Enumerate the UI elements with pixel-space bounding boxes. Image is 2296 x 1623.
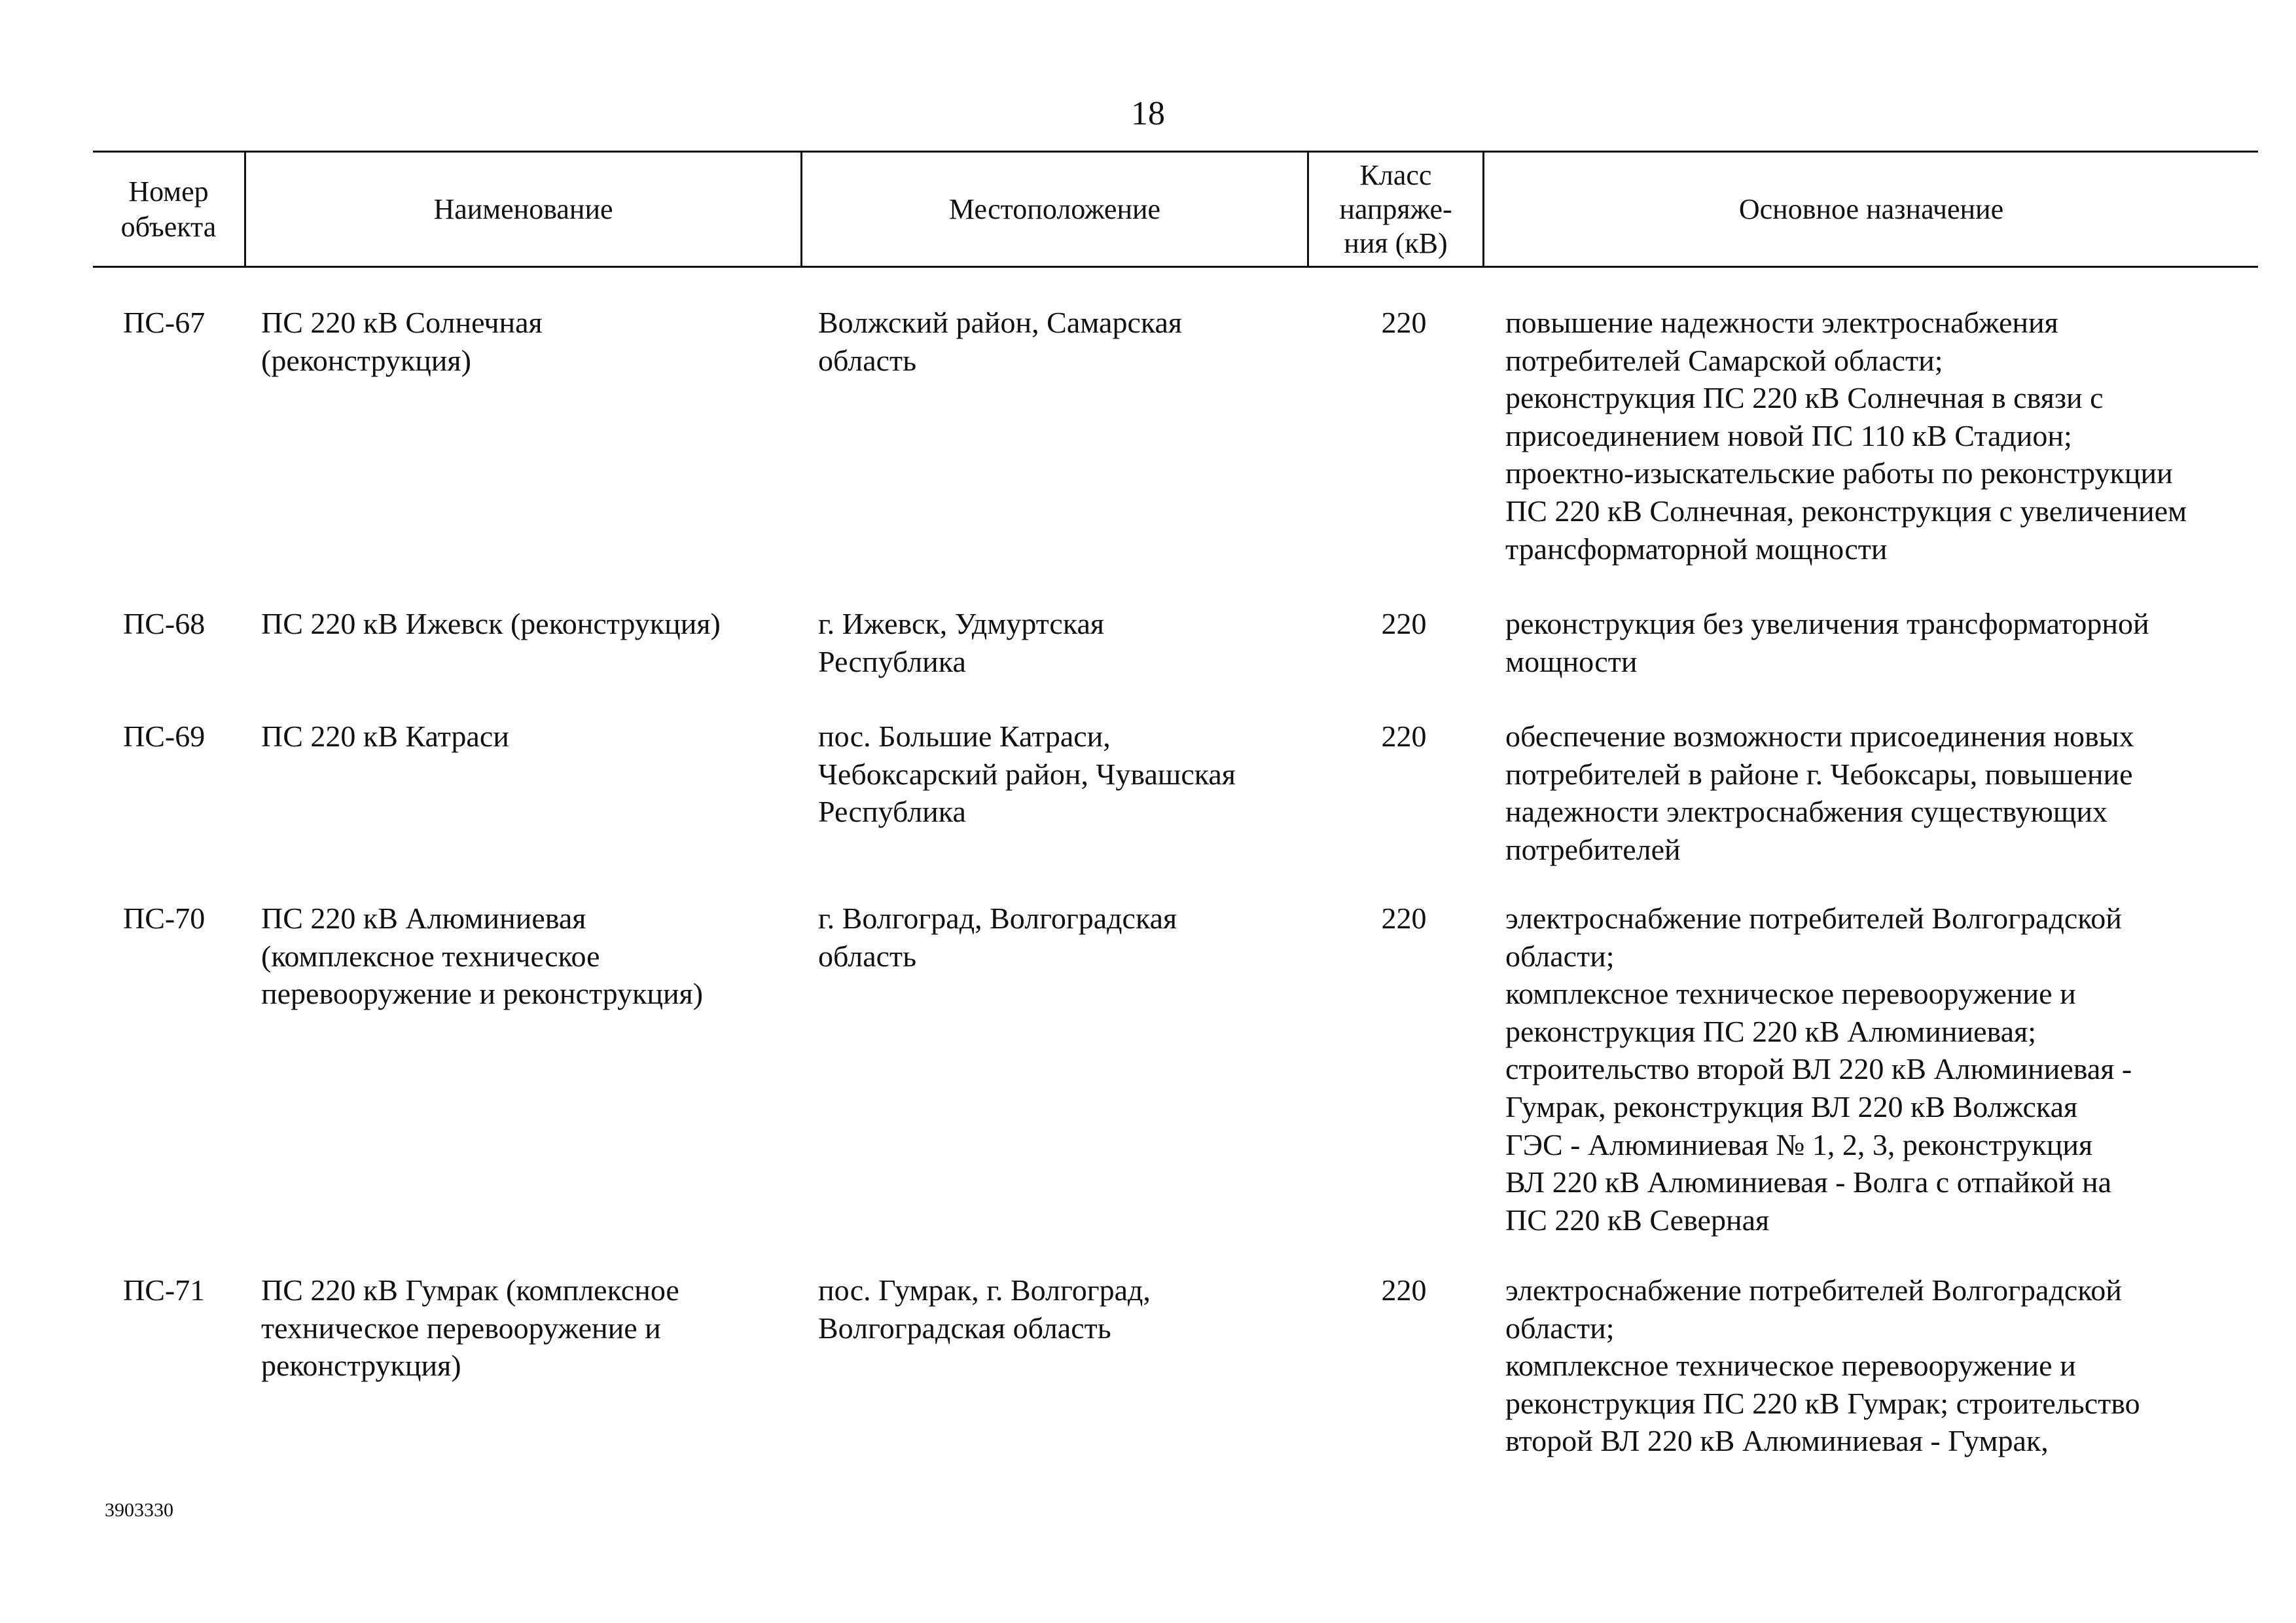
text-line: повышение надежности электроснабжения bbox=[1505, 306, 2058, 339]
header-line: объекта bbox=[120, 211, 217, 243]
text-line: реконструкция ПС 220 кВ Солнечная в связи с bbox=[1505, 381, 2104, 415]
header-location bbox=[802, 152, 1307, 267]
text-line: комплексное техническое перевооружение и bbox=[1505, 977, 2076, 1011]
header-line: Основное назначение bbox=[1738, 193, 2004, 225]
row-object-number: ПС-68 bbox=[123, 607, 206, 640]
row-name bbox=[261, 1271, 804, 1385]
text-line: Республика bbox=[818, 795, 966, 829]
row-name bbox=[261, 900, 804, 1013]
text-line: надежности электроснабжения существующих bbox=[1505, 795, 2108, 829]
header-line: ния (кВ) bbox=[1344, 227, 1448, 259]
row-name bbox=[261, 718, 804, 756]
text-line: реконструкция) bbox=[261, 1349, 461, 1383]
text-line: пос. Гумрак, г. Волгоград, bbox=[818, 1273, 1151, 1307]
text-line: электроснабжение потребителей Волгоградской bbox=[1505, 1273, 2122, 1307]
text-line: ПС 220 кВ Гумрак (комплексное bbox=[261, 1273, 679, 1307]
row-object-number: ПС-69 bbox=[123, 720, 206, 753]
text-line: реконструкция ПС 220 кВ Алюминиевая; bbox=[1505, 1014, 2036, 1048]
row-location bbox=[818, 718, 1329, 831]
row-purpose bbox=[1505, 1271, 2284, 1460]
text-line: потребителей в районе г. Чебоксары, повышение bbox=[1505, 757, 2133, 791]
text-line: строительство второй ВЛ 220 кВ Алюминиевая - bbox=[1505, 1052, 2132, 1086]
row-purpose bbox=[1505, 304, 2284, 568]
header-line: Номер bbox=[128, 175, 209, 208]
header-voltage-class bbox=[1309, 152, 1482, 267]
header-name bbox=[246, 152, 800, 267]
row-location bbox=[818, 304, 1329, 379]
text-line: ПС 220 кВ Катраси bbox=[261, 720, 509, 753]
text-line: Гумрак, реконструкция ВЛ 220 кВ Волжская bbox=[1505, 1089, 2078, 1123]
header-object-number bbox=[93, 152, 244, 267]
text-line: потребителей bbox=[1505, 832, 1681, 866]
text-line: реконструкция ПС 220 кВ Гумрак; строительство bbox=[1505, 1386, 2140, 1420]
row-voltage: 220 bbox=[1381, 902, 1427, 935]
row-object-number: ПС-70 bbox=[123, 902, 206, 935]
page-number: 18 bbox=[1131, 95, 1165, 132]
text-line: область bbox=[818, 939, 917, 973]
text-line: ПС 220 кВ Алюминиевая bbox=[261, 902, 586, 935]
text-line: ПС 220 кВ Солнечная bbox=[261, 306, 543, 339]
text-line: второй ВЛ 220 кВ Алюминиевая - Гумрак, bbox=[1505, 1424, 2049, 1458]
row-location bbox=[818, 1271, 1329, 1347]
text-line: перевооружение и реконструкция) bbox=[261, 977, 704, 1011]
text-line: реконструкция без увеличения трансформаторной bbox=[1505, 607, 2149, 640]
row-object-number: ПС-67 bbox=[123, 306, 206, 339]
text-line: трансформаторной мощности bbox=[1505, 532, 1888, 566]
text-line: потребителей Самарской области; bbox=[1505, 343, 1943, 377]
text-line: ВЛ 220 кВ Алюминиевая - Волга с отпайкой на bbox=[1505, 1165, 2112, 1199]
document-id: 3903330 bbox=[105, 1499, 173, 1521]
text-line: (комплексное техническое bbox=[261, 939, 600, 973]
text-line: Волгоградская область bbox=[818, 1311, 1111, 1345]
text-line: ГЭС - Алюминиевая № 1, 2, 3, реконструкция bbox=[1505, 1127, 2093, 1161]
text-line: (реконструкция) bbox=[261, 343, 471, 377]
header-purpose bbox=[1484, 152, 2258, 267]
header-line: Класс bbox=[1359, 159, 1432, 191]
text-line: область bbox=[818, 343, 917, 377]
row-voltage: 220 bbox=[1381, 1273, 1427, 1307]
text-line: комплексное техническое перевооружение и bbox=[1505, 1349, 2076, 1383]
row-purpose bbox=[1505, 900, 2284, 1239]
text-line: г. Волгоград, Волгоградская bbox=[818, 902, 1177, 935]
row-voltage: 220 bbox=[1381, 306, 1427, 339]
text-line: мощности bbox=[1505, 644, 1638, 678]
row-name bbox=[261, 304, 804, 379]
text-line: области; bbox=[1505, 1311, 1615, 1345]
row-location bbox=[818, 900, 1329, 975]
row-purpose bbox=[1505, 718, 2284, 868]
text-line: ПС 220 кВ Северная bbox=[1505, 1203, 1770, 1237]
text-line: присоединением новой ПС 110 кВ Стадион; bbox=[1505, 418, 2072, 452]
row-location bbox=[818, 605, 1329, 680]
text-line: Чебоксарский район, Чувашская bbox=[818, 757, 1236, 791]
header-line: Наименование bbox=[433, 193, 613, 225]
text-line: проектно-изыскательские работы по реконструкции bbox=[1505, 456, 2173, 490]
text-line: Республика bbox=[818, 644, 966, 678]
row-name bbox=[261, 605, 804, 643]
text-line: ПС 220 кВ Солнечная, реконструкция с увеличением bbox=[1505, 494, 2187, 528]
text-line: пос. Большие Катраси, bbox=[818, 720, 1111, 753]
text-line: ПС 220 кВ Ижевск (реконструкция) bbox=[261, 607, 721, 640]
text-line: электроснабжение потребителей Волгоградской bbox=[1505, 902, 2122, 935]
row-voltage: 220 bbox=[1381, 607, 1427, 640]
header-line: Местоположение bbox=[948, 193, 1161, 225]
text-line: техническое перевооружение и bbox=[261, 1311, 661, 1345]
text-line: обеспечение возможности присоединения новых bbox=[1505, 720, 2134, 753]
row-purpose bbox=[1505, 605, 2284, 680]
header-line: напряже- bbox=[1339, 193, 1452, 225]
row-voltage: 220 bbox=[1381, 720, 1427, 753]
text-line: Волжский район, Самарская bbox=[818, 306, 1183, 339]
row-object-number: ПС-71 bbox=[123, 1273, 206, 1307]
text-line: г. Ижевск, Удмуртская bbox=[818, 607, 1105, 640]
text-line: области; bbox=[1505, 939, 1615, 973]
